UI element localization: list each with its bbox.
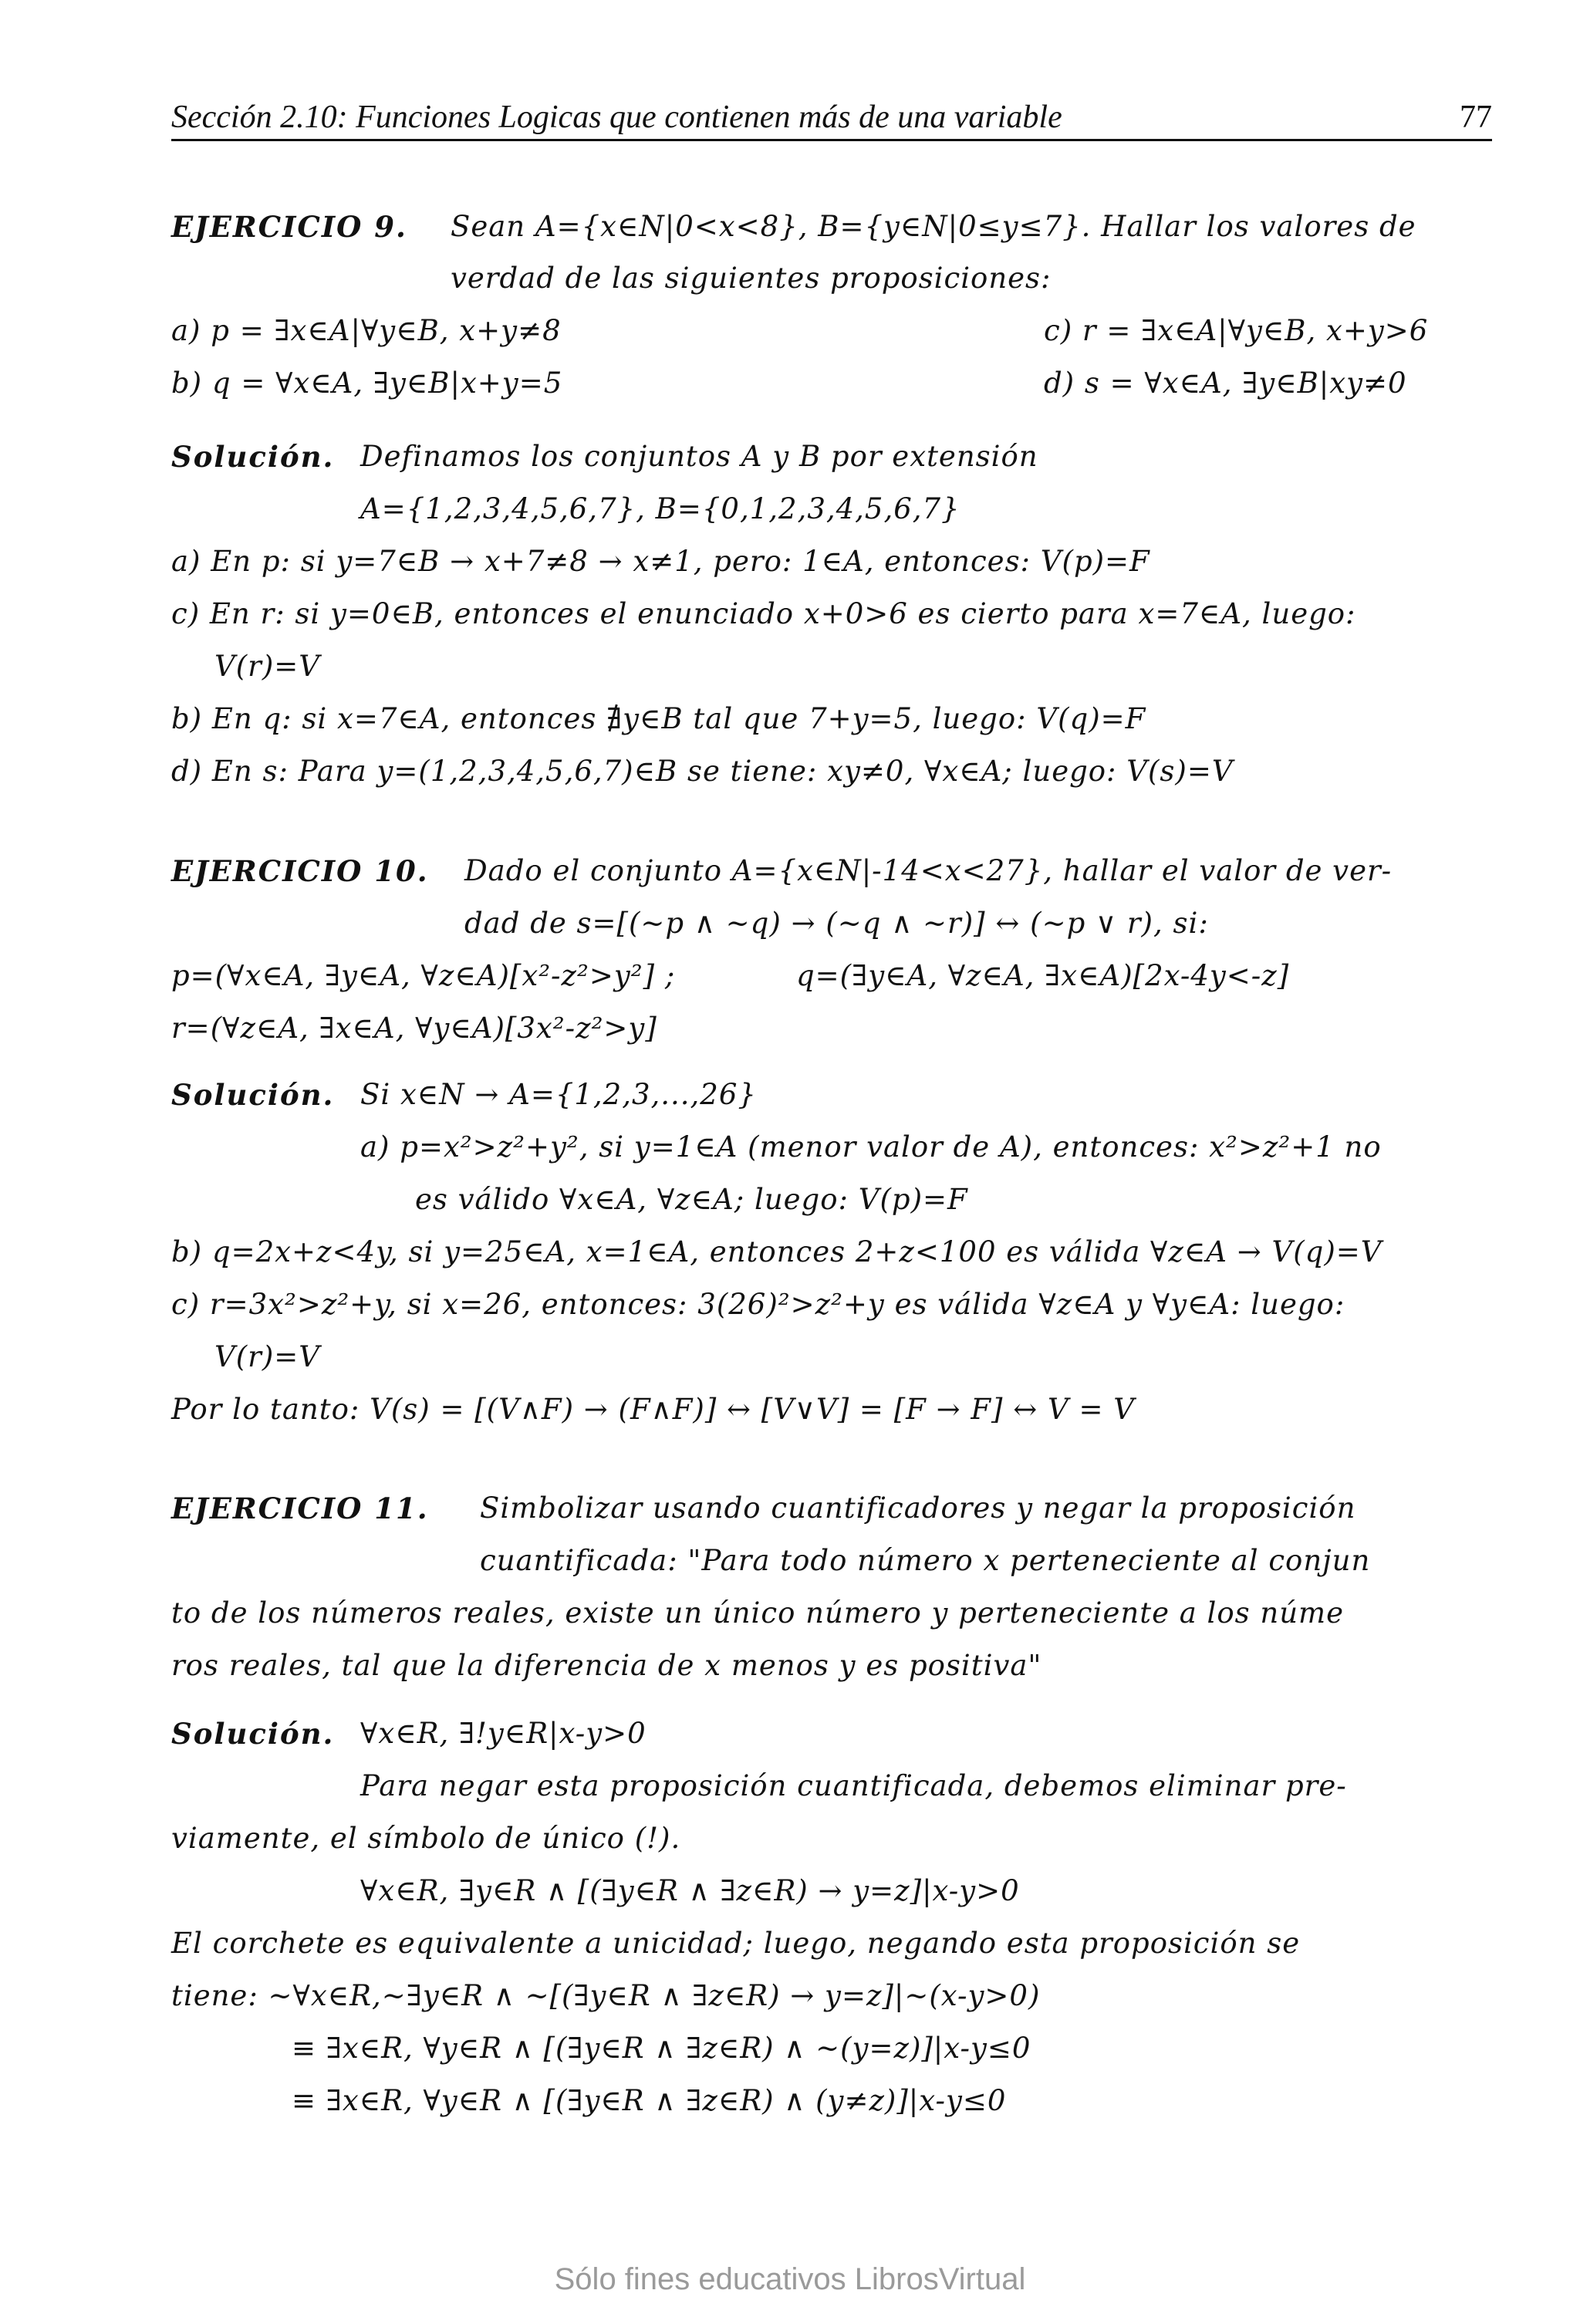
exercise-9-solution-intro: Definamos los conjuntos A y B por extensión — [360, 440, 1038, 473]
exercise-9-line-1 — [171, 210, 1416, 244]
exercise-11-solution-7: ≡ ∃x∈R, ∀y∈R ∧ [(∃y∈R ∧ ∃z∈R) ∧ ~(y=z)]|x-y≤0 — [292, 2032, 1031, 2065]
exercise-9-item-a: a) p = ∃x∈A|∀y∈B, x+y≠8 — [171, 314, 562, 347]
watermark-footer: Sólo fines educativos LibrosVirtual — [554, 2262, 1026, 2296]
exercise-9-solution-a: a) En p: si y=7∈B → x+7≠8 → x≠1, pero: 1∈A, entonces: V(p)=F — [171, 545, 1150, 578]
exercise-11-symbolized: ∀x∈R, ∃!y∈R|x-y>0 — [360, 1717, 647, 1750]
exercise-10-statement-1: Dado el conjunto A={x∈N|-14<x<27}, hallar el valor de ver- — [464, 854, 1393, 887]
exercise-11-solution-8: ≡ ∃x∈R, ∀y∈R ∧ [(∃y∈R ∧ ∃z∈R) ∧ (y≠z)]|x-y≤0 — [292, 2084, 1007, 2117]
exercise-9-solution-c-2: V(r)=V — [214, 650, 320, 683]
exercise-10-solution-a-1: a) p=x²>z²+y², si y=1∈A (menor valor de A), entonces: x²>z²+1 no — [360, 1130, 1382, 1164]
section-title: Sección 2.10: Funciones Logicas que contienen más de una variable — [171, 100, 1062, 135]
exercise-10-q: q=(∃y∈A, ∀z∈A, ∃x∈A)[2x-4y<-z] — [796, 959, 1290, 992]
exercise-11-statement-1: Simbolizar usando cuantificadores y negar la proposición — [480, 1491, 1356, 1525]
exercise-10-statement-2: dad de s=[(~p ∧ ~q) → (~q ∧ ~r)] ↔ (~p ∨ r), si: — [464, 907, 1209, 940]
exercise-11-statement-3: to de los números reales, existe un único número y perteneciente a los núme — [171, 1596, 1345, 1630]
exercise-11-solution-label: Solución. — [171, 1717, 335, 1751]
exercise-11-solution-5: El corchete es equivalente a unicidad; luego, negando esta proposición se — [171, 1927, 1301, 1960]
exercise-10-solution-c-2: V(r)=V — [214, 1340, 320, 1373]
exercise-10-solution-label: Solución. — [171, 1078, 335, 1112]
exercise-10-label: EJERCICIO 10. — [171, 854, 429, 888]
exercise-9-sets: A={1,2,3,4,5,6,7}, B={0,1,2,3,4,5,6,7} — [360, 492, 960, 525]
exercise-9-label: EJERCICIO 9. — [171, 210, 407, 244]
exercise-9-statement-1: Sean A={x∈N|0<x<8}, B={y∈N|0≤y≤7}. Hallar los valores de — [451, 210, 1416, 243]
exercise-9-solution-c-1: c) En r: si y=0∈B, entonces el enunciado x+0>6 es cierto para x=7∈A, luego: — [171, 597, 1356, 630]
exercise-11-line-1 — [171, 1491, 1356, 1525]
exercise-10-r: r=(∀z∈A, ∃x∈A, ∀y∈A)[3x²-z²>y] — [171, 1012, 657, 1045]
exercise-10-solution-a-2: es válido ∀x∈A, ∀z∈A; luego: V(p)=F — [415, 1183, 968, 1216]
exercise-9-solution-b: b) En q: si x=7∈A, entonces ∄y∈B tal que 7+y=5, luego: V(q)=F — [171, 702, 1146, 735]
exercise-10-solution-b: b) q=2x+z<4y, si y=25∈A, x=1∈A, entonces 2+z<100 es válida ∀z∈A → V(q)=V — [171, 1235, 1382, 1268]
exercise-9-item-c: c) r = ∃x∈A|∀y∈B, x+y>6 — [1044, 314, 1429, 347]
exercise-11-solution-2: Para negar esta proposición cuantificada, debemos eliminar pre- — [360, 1769, 1347, 1802]
exercise-10-solution-intro: Si x∈N → A={1,2,3,...,26} — [360, 1078, 757, 1111]
exercise-11-statement-4: ros reales, tal que la diferencia de x menos y es positiva" — [171, 1649, 1042, 1682]
running-header — [171, 99, 1492, 141]
exercise-9-solution-label: Solución. — [171, 440, 335, 474]
exercise-11-label: EJERCICIO 11. — [171, 1491, 429, 1525]
exercise-11-solution-4: ∀x∈R, ∃y∈R ∧ [(∃y∈R ∧ ∃z∈R) → y=z]|x-y>0 — [360, 1874, 1020, 1907]
exercise-10-line-1 — [171, 854, 1393, 888]
exercise-10-solution-line-1 — [171, 1078, 757, 1112]
exercise-11-solution-6: tiene: ~∀x∈R,~∃y∈R ∧ ~[(∃y∈R ∧ ∃z∈R) → y=z]|~(x-y>0) — [171, 1979, 1041, 2012]
exercise-11-solution-line-1 — [171, 1717, 647, 1751]
exercise-10-p: p=(∀x∈A, ∃y∈A, ∀z∈A)[x²-z²>y²] ; — [171, 959, 676, 992]
exercise-11-statement-2: cuantificada: "Para todo número x perteneciente al conjun — [480, 1544, 1371, 1577]
exercise-9-statement-2: verdad de las siguientes proposiciones: — [451, 262, 1052, 295]
exercise-9-item-d: d) s = ∀x∈A, ∃y∈B|xy≠0 — [1044, 367, 1407, 400]
exercise-9-solution-d: d) En s: Para y=(1,2,3,4,5,6,7)∈B se tiene: xy≠0, ∀x∈A; luego: V(s)=V — [171, 755, 1234, 788]
page-number: 77 — [1460, 100, 1492, 135]
exercise-10-conclusion: Por lo tanto: V(s) = [(V∧F) → (F∧F)] ↔ [V∨V] = [F → F] ↔ V = V — [171, 1393, 1135, 1426]
exercise-10-solution-c-1: c) r=3x²>z²+y, si x=26, entonces: 3(26)²>z²+y es válida ∀z∈A y ∀y∈A: luego: — [171, 1288, 1345, 1321]
exercise-9-solution-line-1 — [171, 440, 1038, 474]
exercise-9-item-b: b) q = ∀x∈A, ∃y∈B|x+y=5 — [171, 367, 563, 400]
exercise-11-solution-3: viamente, el símbolo de único (!). — [171, 1822, 681, 1855]
